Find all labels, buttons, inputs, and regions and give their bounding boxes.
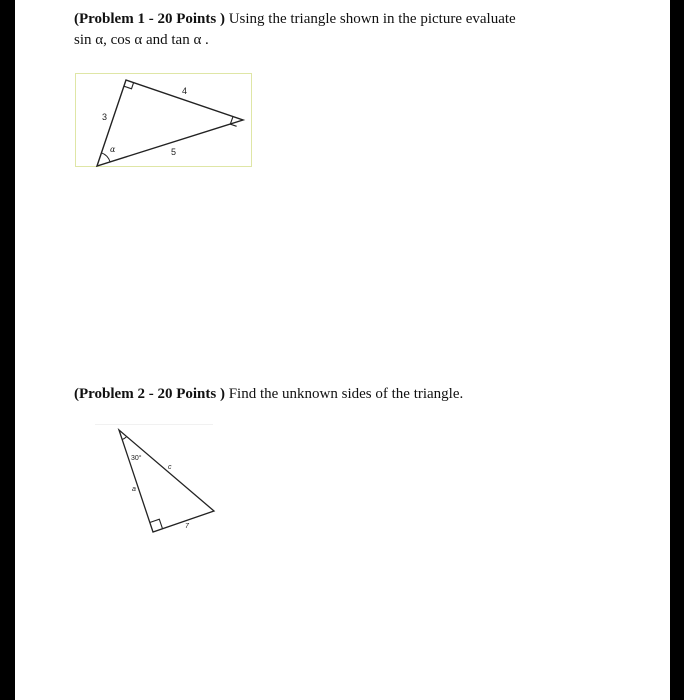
- side-label-5: 5: [171, 147, 177, 157]
- side-label-4: 4: [182, 86, 188, 96]
- problem-1-figure: [75, 73, 252, 167]
- side-label-a: a: [132, 486, 136, 493]
- problem-1-functions: sin α, cos α and tan α .: [74, 32, 209, 48]
- problem-2-question: Find the unknown sides of the triangle.: [224, 386, 464, 402]
- problem-1-heading: (Problem 1 - 20 Points ): [74, 11, 225, 27]
- problem-2-figure: [92, 424, 222, 539]
- problem-2-heading: (Problem 2 - 20 Points ): [74, 386, 225, 402]
- angle-arc-30: [122, 437, 126, 440]
- problem-2-text: [74, 384, 574, 405]
- side-label-7: 7: [185, 523, 189, 530]
- triangle-diagram-1: [76, 74, 253, 168]
- angle-arc-alpha: [101, 153, 110, 162]
- triangle-1-shape: [97, 80, 243, 166]
- triangle-2-shape: [119, 430, 214, 532]
- side-label-c: c: [168, 464, 172, 471]
- problem-1-question: Using the triangle shown in the picture evaluate: [224, 11, 516, 27]
- triangle-diagram-2: [92, 424, 222, 539]
- angle-label-alpha: α: [110, 145, 116, 154]
- side-label-3: 3: [102, 112, 108, 122]
- angle-label-30: 30°: [131, 455, 142, 462]
- problem-1-text: [74, 9, 574, 51]
